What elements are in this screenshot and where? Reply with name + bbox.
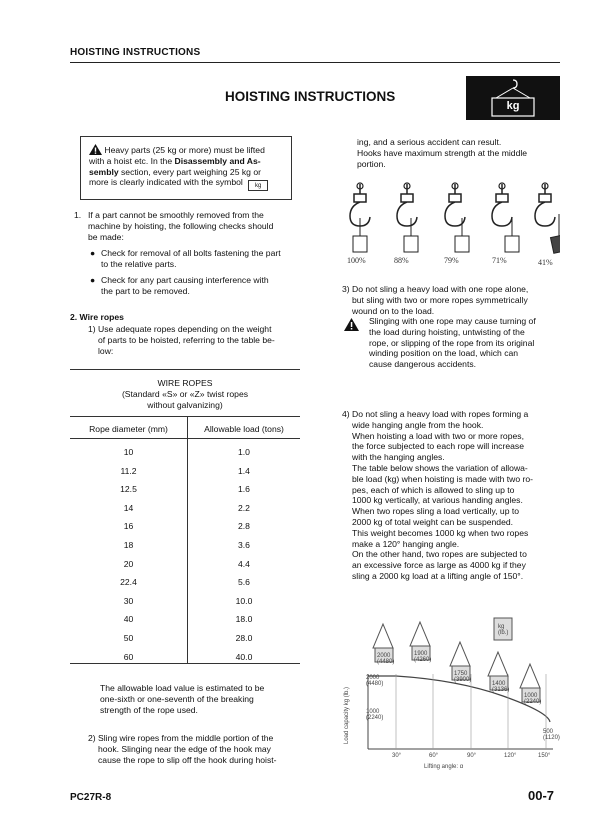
item1-line: If a part cannot be smoothly removed from the: [88, 210, 264, 220]
item4-line: an excessive force as large as 4000 kg if they: [352, 560, 526, 571]
hook-percent: 100%: [347, 256, 366, 265]
item4-line: pes, each of which is allowed to sling up to: [352, 484, 515, 495]
box-label: (3900): [454, 677, 472, 683]
item4-line: 1000 kg vertically, at various handing angles.: [352, 495, 523, 506]
allowable-load-cell: 2.2: [238, 502, 250, 513]
item4-line: 4) Do not sling a heavy load with ropes forming a: [342, 409, 529, 419]
item4-line: The table below shows the variation of allowa-: [352, 462, 528, 473]
item3-line: wound on to the load.: [352, 305, 435, 316]
bullet-dot: ●: [90, 275, 96, 285]
bullet-2: [101, 275, 301, 297]
allowable-load-note: [100, 683, 300, 715]
section2-line: 1) Use adequate ropes depending on the weight: [88, 324, 272, 334]
warning-line-4: more is clearly indicated with the symbol: [89, 177, 243, 188]
hook-percent: 41%: [538, 258, 553, 267]
sling-figure: [488, 652, 508, 676]
box-label: 1750: [454, 671, 468, 677]
allowable-load-cell: 3.6: [238, 540, 250, 550]
bullet-1-line: Check for removal of all bolts fastening the part: [101, 248, 281, 258]
hook-icon: [397, 183, 418, 252]
y-tick-label: (2240): [366, 715, 384, 721]
bullet-1-line: to the relative parts.: [101, 258, 177, 269]
item4-line: sling a 2000 kg load at a lifting angle of 150°.: [352, 570, 524, 581]
table-rule: [70, 438, 300, 439]
item4-line: the force subjected to each rope will increase: [352, 441, 524, 452]
item3-warn-line: the load during hoisting, untwisting of the: [369, 326, 525, 337]
sling-figure: [373, 624, 393, 648]
column-header: Allowable load (tons): [204, 424, 284, 434]
allowable-load-cell: 40.0: [235, 651, 253, 662]
item4-line: ble load (kg) when hoisting is made with two ro-: [352, 473, 534, 484]
hook-percent: 79%: [444, 256, 459, 265]
warning-line-1: Heavy parts (25 kg or more) must be lifted: [104, 145, 265, 155]
kg-inline-symbol: kg: [248, 180, 268, 191]
warning-line-3-bold: sembly: [89, 166, 119, 177]
item4: [342, 409, 564, 582]
box-label: 1000: [524, 693, 538, 699]
warning-triangle-icon: [89, 144, 102, 155]
section-heading-wire-ropes: 2. Wire ropes: [70, 312, 124, 322]
section2-line: of parts to be hoisted, referring to the table be-: [98, 334, 275, 345]
table-subtitle: without galvanizing): [147, 400, 223, 410]
rope-diameter-cell: 22.4: [120, 577, 137, 588]
footer-model: PC27R-8: [70, 792, 112, 803]
box-label: (4260): [414, 657, 432, 663]
item4-line: When two ropes sling a load vertically, up to: [352, 506, 520, 517]
table-title: WIRE ROPES: [157, 378, 213, 388]
item3-warn-line: cause dangerous accidents.: [369, 359, 477, 370]
box-label: 1400: [492, 681, 506, 687]
load-capacity-chart: [338, 604, 562, 772]
x-axis-label: Lifting angle: α: [424, 764, 464, 770]
item3-line: but sling with two or more ropes symmetrically: [352, 294, 528, 305]
y-tick-label: 2000: [366, 675, 380, 681]
page-title: HOISTING INSTRUCTIONS: [225, 89, 396, 104]
box-label: (4480): [377, 659, 395, 665]
hook-icon: [445, 183, 469, 252]
rope-diameter-cell: 20: [123, 558, 134, 569]
table-rule: [70, 416, 300, 417]
rope-diameter-cell: 40: [123, 614, 134, 625]
allowable-load-cell: 1.6: [238, 484, 250, 495]
footer-page-number: 00-7: [528, 788, 555, 803]
allowable-load-cell: 2.8: [238, 521, 250, 532]
rope-diameter-cell: 12.5: [120, 484, 137, 495]
sling-figure: [520, 664, 540, 688]
item4-line: 2000 kg of total weight can be suspended.: [352, 516, 514, 527]
rope-diameter-cell: 14: [123, 502, 134, 513]
rope-diameter-cell: 11.2: [120, 465, 137, 476]
allowable-load-cell: 5.6: [238, 577, 250, 588]
allowable-load-cell: 10.0: [235, 595, 253, 606]
x-tick-label: 30°: [392, 753, 402, 759]
box-label: kg: [498, 624, 505, 630]
bullet-dot: ●: [90, 248, 96, 258]
right-line: portion.: [357, 158, 386, 169]
sling-figure: [410, 622, 430, 646]
x-tick-label: 120°: [504, 753, 517, 759]
box-label: (3136): [492, 687, 510, 693]
hook-icon: [350, 183, 370, 252]
box-label: (lb.): [498, 630, 509, 636]
x-tick-label: 90°: [467, 753, 477, 759]
box-label: 2000: [377, 653, 391, 659]
allowable-load-cell: 1.4: [238, 465, 250, 476]
rope-diameter-cell: 60: [123, 651, 134, 662]
hoist-icon: [466, 76, 560, 120]
y-tick-label: 1000: [366, 709, 380, 715]
item1-text: [88, 210, 300, 242]
box-label: 500: [543, 729, 554, 735]
rope-diameter-cell: 16: [123, 521, 134, 532]
note-line: one-sixth or one-seventh of the breaking: [100, 693, 254, 704]
box-label: 1900: [414, 651, 428, 657]
item4-line: wide hanging angle from the hook.: [352, 419, 484, 430]
item4-line: On the other hand, two ropes are subjected to: [352, 549, 527, 560]
allowable-load-cell: 18.0: [235, 614, 253, 625]
allowable-load-cell: 28.0: [235, 633, 253, 643]
item3-warn-line: Slinging with one rope may cause turning of: [369, 316, 536, 326]
item2-line: hook. Slinging near the edge of the hook may: [98, 743, 271, 754]
kg-label: kg: [506, 100, 520, 112]
warning-triangle-icon: [344, 318, 359, 331]
rope-diameter-cell: 50: [123, 633, 134, 643]
x-tick-label: 60°: [429, 753, 439, 759]
sling-figure: [450, 642, 470, 666]
item3-warn-line: winding position on the load, which can: [369, 348, 519, 359]
warning-line-3: section, every part weighing 25 kg or: [118, 166, 261, 177]
warning-line-2-bold: Disassembly and As-: [174, 155, 261, 166]
hook-percent: 71%: [492, 256, 507, 265]
rope-diameter-cell: 30: [123, 595, 134, 606]
note-line: strength of the rope used.: [100, 704, 198, 715]
rope-diameter-cell: 18: [123, 540, 134, 550]
section2-line: low:: [98, 345, 114, 356]
section2-para: [88, 324, 300, 356]
running-header: HOISTING INSTRUCTIONS: [70, 47, 201, 58]
item2-line: 2) Sling wire ropes from the middle portion of the: [88, 733, 274, 743]
note-line: The allowable load value is estimated to be: [100, 683, 265, 693]
warning-line-2: with a hoist etc. In the: [89, 155, 175, 166]
item2-sling: [88, 733, 302, 765]
table-subtitle: (Standard «S» or «Z» twist ropes: [121, 389, 249, 399]
right-line: ing, and a serious accident can result.: [357, 137, 502, 147]
column-header: Rope diameter (mm): [89, 424, 168, 434]
warning-box: [80, 136, 292, 200]
item3: [342, 284, 562, 316]
y-axis-label: Load capacity kg (lb.): [344, 686, 350, 744]
right-top-text: [357, 137, 562, 169]
item4-line: make a 120° hanging angle.: [352, 538, 460, 549]
item1-line: machine by hoisting, the following checks should: [88, 220, 274, 231]
bullet-2-line: the part to be removed.: [101, 285, 190, 296]
item1-line: be made:: [88, 231, 124, 242]
item2-line: cause the rope to slip off the hook during hoist-: [98, 754, 277, 765]
item3-warning: [369, 316, 561, 370]
hook-percent: 88%: [394, 256, 409, 265]
kg-hoist-symbol: [466, 76, 560, 120]
item4-line: This weight becomes 1000 kg when two ropes: [352, 527, 529, 538]
wire-ropes-table: [70, 369, 300, 664]
box-label: (1120): [543, 735, 560, 741]
header-rule: [70, 62, 560, 63]
bullet-1: [101, 248, 301, 270]
item4-line: with the hanging angles.: [352, 452, 445, 463]
x-tick-label: 150°: [538, 753, 551, 759]
box-label: (2240): [524, 699, 542, 705]
rope-diameter-cell: 10: [123, 447, 134, 457]
hook-icon: [492, 183, 519, 252]
y-tick-label: (4480): [366, 681, 384, 687]
allowable-load-cell: 1.0: [238, 447, 250, 457]
item3-warn-line: rope, or slipping of the rope from its original: [369, 337, 535, 348]
hook-illustrations: [345, 180, 560, 258]
allowable-load-cell: 4.4: [238, 558, 250, 569]
right-line: Hooks have maximum strength at the middle: [357, 147, 528, 158]
item4-line: When hoisting a load with two or more ropes,: [352, 430, 524, 441]
hook-icon: [535, 183, 560, 253]
item3-line: 3) Do not sling a heavy load with one rope alone,: [342, 284, 529, 294]
item1-number: 1.: [74, 210, 82, 220]
bullet-2-line: Check for any part causing interference with: [101, 275, 269, 285]
